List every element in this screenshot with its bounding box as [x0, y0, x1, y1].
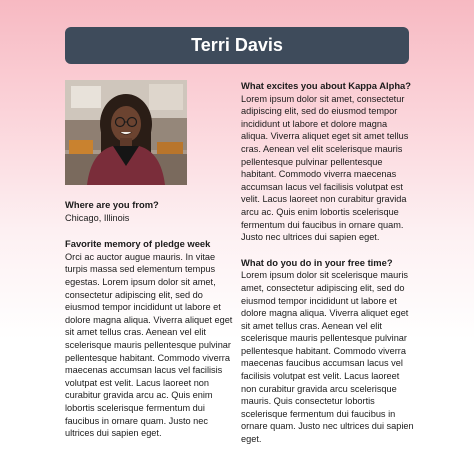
profile-photo	[65, 80, 187, 185]
left-column	[65, 199, 235, 440]
free-time-heading: What do you do in your free time?	[241, 256, 393, 268]
from-text: Chicago, Illinois	[65, 212, 130, 223]
excites-heading: What excites you about Kappa Alpha?	[241, 80, 411, 91]
right-column	[241, 80, 415, 446]
name-header	[65, 27, 409, 64]
memory-heading: Favorite memory of pledge week	[65, 238, 211, 250]
from-heading: Where are you from?	[65, 199, 159, 210]
profile-name: Terri Davis	[191, 35, 283, 55]
excites-text: Lorem ipsum dolor sit amet, consectetur adipiscing elit, sed do eiusmod tempor incididunt ut labore et dolore magna aliqua. Viverra aliquet eget sit amet tellus cras. Aenean vel elit scelerisque mauris pellentesque pulvinar pellentesque habitant. Commodo viverra maecenas accumsan lacus vel facilisis volutpat est velit. Lacus laoreet non curabitur gravida arcu ac. Quis enim lobortis scelerisque fermentum dui faucibus in ornare quam. Justo nec ultrices dui sapien eget.	[241, 93, 409, 243]
free-time-text: Lorem ipsum dolor sit scelerisque mauris amet, consectetur adipiscing elit, sed do eiusmod tempor incididunt ut labore et dolore magna aliqua. Viverra aliquet eget sit amet tellus cras. Aenean vel elit scelerisque mauris pellentesque pulvinar pellentesque habitant. Commodo viverra maecenas faucibus accumsan lacus vel facilisis volutpat est velit. Lacus laoreet non curabitur gravida arcu scelerisque mauris. Quis consectetur lobortis scelerisque fermentum dui faucibus in ornare quam. Justo nec ultrices dui sapien eget.	[241, 270, 414, 445]
portrait-image	[65, 80, 187, 185]
memory-text: Orci ac auctor augue mauris. In vitae turpis massa sed elementum tempus egestas. Lorem ipsum dolor sit amet, consectetur adipiscing elit, sed do eiusmod tempor incididunt ut labore et dolore magna aliqua. Viverra aliquet eget sit amet tellus cras. Aenean vel elit scelerisque mauris pellentesque pulvinar pellentesque habitant. Commodo viverra maecenas accumsan lacus vel facilisis volutpat est velit. Lacus laoreet non curabitur gravida arcu ac. Quis enim lobortis scelerisque fermentum dui faucibus in ornare quam. Justo nec ultrices dui sapien eget.	[65, 251, 233, 439]
